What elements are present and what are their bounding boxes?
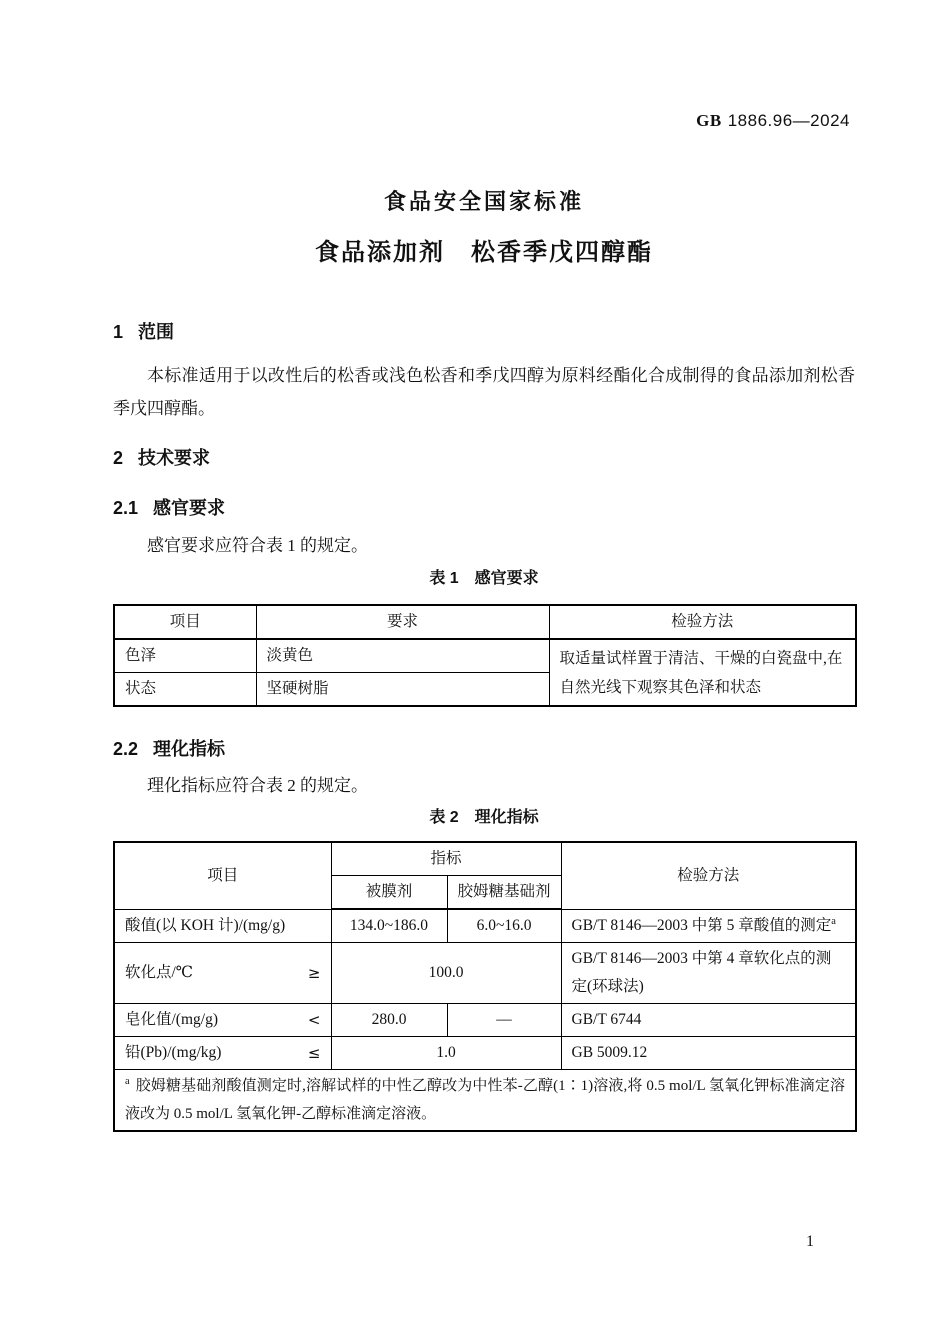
table2-header-gum-base: 胶姆糖基础剂: [447, 876, 561, 910]
standard-code: [113, 111, 855, 131]
table2-cell-film-value: 134.0~186.0: [331, 909, 447, 943]
table-row: [114, 605, 856, 639]
table-physchem-indicators: [113, 841, 857, 1132]
document-title-line1: 食品安全国家标准: [383, 189, 584, 214]
section-heading-technical-requirements: [113, 444, 855, 470]
table2-header-film-agent: 被膜剂: [331, 876, 447, 910]
table-row: [114, 1070, 856, 1132]
table2-cell-item: [114, 1037, 331, 1070]
standard-code-number: 1886.96—2024: [727, 111, 850, 130]
table2-cell-gum-value: 6.0~16.0: [447, 909, 561, 943]
item-label: 皂化值/(mg/g): [125, 1011, 218, 1028]
table2-header-item: 项目: [114, 842, 331, 909]
table-row: [114, 1037, 856, 1070]
sensory-paragraph: 感官要求应符合表 1 的规定。: [147, 536, 368, 555]
table2-cell-item: [114, 1004, 331, 1037]
section-heading-scope: [113, 318, 855, 344]
table2-cell-method: [561, 909, 856, 943]
table1-header-item: 项目: [114, 605, 256, 639]
table1-header-method: 检验方法: [549, 605, 856, 639]
table1-cell-requirement: 淡黄色: [256, 639, 549, 673]
table-row: [114, 943, 856, 1004]
table2-cell-merged-value: 100.0: [331, 943, 561, 1004]
page-number: 1: [806, 1233, 814, 1250]
table-row: [114, 909, 856, 943]
table2-cell-film-value: 280.0: [331, 1004, 447, 1037]
table2-cell-item: [114, 943, 331, 1004]
table2-footnote: [114, 1070, 856, 1132]
method-text: GB/T 8146—2003 中第 5 章酸值的测定: [571, 916, 832, 934]
item-operator: ≤: [307, 1044, 321, 1062]
document-title-line2: 食品添加剂 松香季戊四醇酯: [315, 239, 653, 266]
table1-cell-method-merged: 取适量试样置于清洁、干燥的白瓷盘中,在自然光线下观察其色泽和状态: [549, 639, 856, 706]
physchem-paragraph: 理化指标应符合表 2 的规定。: [147, 776, 368, 795]
table2-header-method: 检验方法: [561, 842, 856, 909]
item-operator: ≥: [307, 964, 321, 982]
table2-cell-gum-value: —: [447, 1004, 561, 1037]
footnote-text: 胶姆糖基础剂酸值测定时,溶解试样的中性乙醇改为中性苯-乙醇(1∶1)溶液,将 0.5 mol/L 氢氧化钾标准滴定溶液改为 0.5 mol/L 氢氧化钾-乙醇标准滴定溶液。: [125, 1078, 846, 1122]
standard-code-prefix: GB: [696, 111, 722, 130]
section-number: 1: [113, 322, 124, 342]
item-label: 酸值(以 KOH 计)/(mg/g): [125, 916, 286, 934]
table-sensory-requirements: [113, 604, 857, 707]
table-row: [114, 842, 856, 876]
section-heading-physchem: [113, 735, 855, 761]
table2-cell-method: GB/T 8146—2003 中第 4 章软化点的测定(环球法): [561, 943, 856, 1004]
section-number: 2.1: [113, 498, 139, 518]
item-label: 软化点/℃: [125, 964, 194, 981]
section-heading-sensory: [113, 494, 855, 520]
item-label: 铅(Pb)/(mg/kg): [125, 1044, 222, 1061]
table1-header-requirement: 要求: [256, 605, 549, 639]
table2-cell-item: [114, 909, 331, 943]
section-label: 范围: [138, 322, 175, 342]
item-operator: <: [307, 1011, 321, 1029]
table-row: [114, 639, 856, 673]
table2-cell-merged-value: 1.0: [331, 1037, 561, 1070]
section-label: 理化指标: [153, 739, 226, 759]
table1-cell-item: 色泽: [114, 639, 256, 673]
table2-header-index-group: 指标: [331, 842, 561, 876]
section-label: 感官要求: [153, 498, 226, 518]
table1-cell-requirement: 坚硬树脂: [256, 673, 549, 707]
table2-caption: 表 2 理化指标: [429, 809, 539, 826]
section-number: 2: [113, 448, 124, 468]
section-number: 2.2: [113, 739, 139, 759]
table-row: [114, 1004, 856, 1037]
section-label: 技术要求: [138, 448, 211, 468]
footnote-reference: a: [831, 915, 836, 927]
footnote-marker: a: [125, 1076, 130, 1087]
table1-caption: 表 1 感官要求: [429, 570, 539, 587]
table1-cell-item: 状态: [114, 673, 256, 707]
table2-cell-method: GB/T 6744: [561, 1004, 856, 1037]
table2-cell-method: GB 5009.12: [561, 1037, 856, 1070]
scope-paragraph: 本标准适用于以改性后的松香或浅色松香和季戊四醇为原料经酯化合成制得的食品添加剂松香季戊四醇酯。: [113, 366, 855, 418]
